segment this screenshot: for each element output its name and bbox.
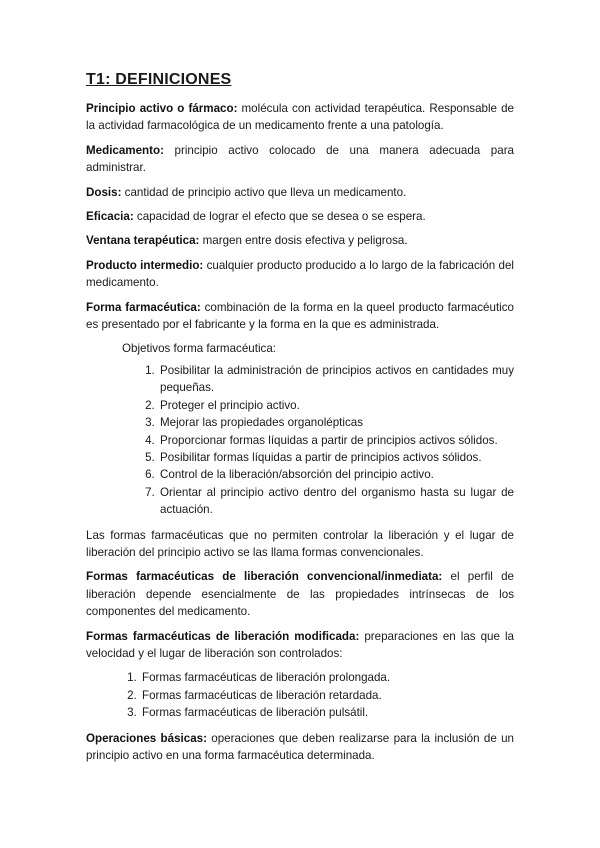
modificada-list bbox=[86, 669, 514, 721]
definition-term: Medicamento: bbox=[86, 143, 164, 157]
definition-forma-farmaceutica bbox=[86, 299, 514, 334]
definition-term: Producto intermedio: bbox=[86, 258, 204, 272]
definition-term: Forma farmacéutica: bbox=[86, 300, 201, 314]
definition-producto-intermedio bbox=[86, 257, 514, 292]
definition-term: Principio activo o fármaco: bbox=[86, 102, 238, 115]
definition-text: principio activo colocado de una manera adecuada para administrar. bbox=[86, 143, 514, 175]
objetivos-heading: Objetivos forma farmacéutica: bbox=[122, 342, 276, 356]
definition-principio-activo bbox=[86, 100, 514, 135]
definition-text: operaciones que deben realizarse para la inclusión de un principio activo en una forma farmacéutica determinada. bbox=[86, 731, 514, 762]
definition-text: margen entre dosis efectiva y peligrosa. bbox=[199, 234, 408, 248]
page-title: T1: DEFINICIONES bbox=[86, 71, 232, 88]
definition-text: preparaciones en las que la velocidad y el lugar de liberación son controlados: bbox=[86, 629, 514, 660]
definition-text: capacidad de lograr el efecto que se desea o se espera. bbox=[133, 210, 426, 224]
definition-term: Formas farmacéuticas de liberación convencional/inmediata: bbox=[86, 570, 443, 584]
definition-liberacion-modificada bbox=[86, 628, 514, 663]
list-item: 5. Posibilitar formas líquidas a partir de principios activos sólidos. bbox=[158, 449, 514, 466]
definition-term: Formas farmacéuticas de liberación modificada: bbox=[86, 629, 360, 643]
objetivos-list bbox=[86, 362, 514, 519]
definition-text: cualquier producto producido a lo largo de la fabricación del medicamento. bbox=[86, 258, 514, 290]
definition-text: el perfil de liberación depende esencialmente de las propiedades intrínsecas de los componentes del medicamento. bbox=[86, 570, 514, 619]
list-item: 1. Formas farmacéuticas de liberación prolongada. bbox=[140, 669, 514, 686]
list-item: 2. Formas farmacéuticas de liberación retardada. bbox=[140, 687, 514, 704]
definition-term: Eficacia: bbox=[86, 210, 134, 224]
definition-operaciones-basicas bbox=[86, 730, 514, 765]
definition-liberacion-convencional bbox=[86, 568, 514, 620]
list-item: 6. Control de la liberación/absorción del principio activo. bbox=[158, 466, 514, 483]
definition-term: Operaciones básicas: bbox=[86, 731, 207, 745]
definition-text: molécula con actividad terapéutica. Responsable de la actividad farmacológica de un medicamento frente a una patología. bbox=[86, 102, 514, 133]
list-item: 2. Proteger el principio activo. bbox=[158, 397, 514, 414]
list-item: 4. Proporcionar formas líquidas a partir de principios activos sólidos. bbox=[158, 432, 514, 449]
list-item: 3. Formas farmacéuticas de liberación pulsátil. bbox=[140, 704, 514, 721]
definition-eficacia bbox=[86, 208, 514, 225]
definition-dosis bbox=[86, 184, 514, 201]
list-item: 1. Posibilitar la administración de principios activos en cantidades muy pequeñas. bbox=[158, 362, 514, 397]
definition-term: Dosis: bbox=[86, 185, 122, 199]
definition-term: Ventana terapéutica: bbox=[86, 234, 200, 248]
definition-ventana-terapeutica bbox=[86, 232, 514, 249]
definition-medicamento bbox=[86, 142, 514, 177]
paragraph-formas-convencionales: Las formas farmacéuticas que no permiten controlar la liberación y el lugar de liberación del principio activo se las llama formas convencionales. bbox=[86, 528, 514, 559]
document-body bbox=[86, 100, 514, 771]
definition-text: cantidad de principio activo que lleva un medicamento. bbox=[121, 185, 407, 199]
list-item: 7. Orientar al principio activo dentro del organismo hasta su lugar de actuación. bbox=[158, 484, 514, 519]
definition-text: combinación de la forma en la queel producto farmacéutico es presentado por el fabricante y la forma en la que es administrada. bbox=[86, 300, 514, 332]
list-item: 3. Mejorar las propiedades organolépticas bbox=[158, 414, 514, 431]
